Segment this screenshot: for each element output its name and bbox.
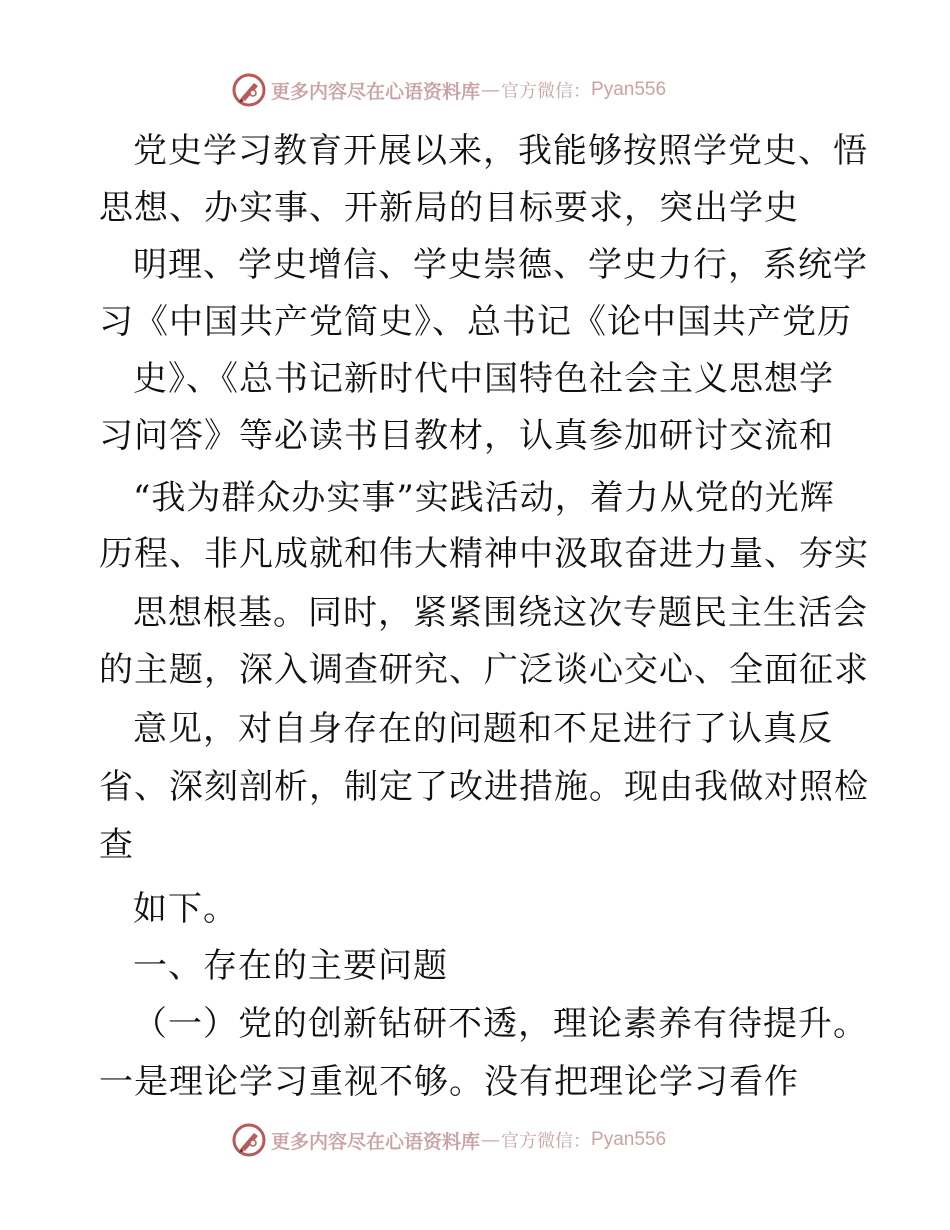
body-line: 党史学习教育开展以来，我能够按照学党史、悟 xyxy=(133,131,868,171)
body-line: 省、深刻剖析，制定了改进措施。现由我做对照检 xyxy=(99,767,869,807)
site-name: 更多内容尽在心语资料库 xyxy=(271,1130,481,1153)
footer-banner xyxy=(232,1121,666,1159)
body-line: 的主题，深入调查研究、广泛谈心交心、全面征求 xyxy=(99,650,869,690)
body-line: “我为群众办实事”实践活动，着力从党的光辉 xyxy=(133,478,835,518)
pen-logo-icon xyxy=(232,1123,266,1157)
body-line: 思想根基。同时，紧紧围绕这次专题民主生活会 xyxy=(133,593,868,633)
wechat-id: Pyan556 xyxy=(591,79,667,100)
body-line: 意见，对自身存在的问题和不足进行了认真反 xyxy=(133,709,833,749)
body-line: 一是理论学习重视不够。没有把理论学习看作 xyxy=(99,1062,799,1102)
body-line: 查 xyxy=(99,825,134,865)
body-line: 习《中国共产党简史》、总书记《论中国共产党历 xyxy=(99,302,852,342)
pen-logo-icon xyxy=(232,73,266,107)
wechat-id: Pyan556 xyxy=(591,1129,667,1150)
body-line: 史》、《总书记新时代中国特色社会主义思想学 xyxy=(133,359,834,399)
body-line: 明理、学史增信、学史崇德、学史力行，系统学 xyxy=(133,245,868,285)
section-heading: 一、存在的主要问题 xyxy=(133,946,448,986)
body-line: 思想、办实事、开新局的目标要求，突出学史 xyxy=(99,188,799,228)
site-name: 更多内容尽在心语资料库 xyxy=(271,80,481,103)
wechat-label: 官方微信： xyxy=(501,1131,592,1152)
banner-separator: — xyxy=(481,79,501,101)
body-line: 如下。 xyxy=(133,889,238,929)
banner-separator: — xyxy=(481,1129,501,1151)
header-banner xyxy=(232,71,666,109)
wechat-label: 官方微信： xyxy=(501,81,592,102)
body-line: 习问答》等必读书目教材，认真参加研讨交流和 xyxy=(99,416,834,456)
body-line: 历程、非凡成就和伟大精神中汲取奋进力量、夯实 xyxy=(99,534,869,574)
subsection-heading: （一）党的创新钻研不透，理论素养有待提升。 xyxy=(133,1004,868,1044)
